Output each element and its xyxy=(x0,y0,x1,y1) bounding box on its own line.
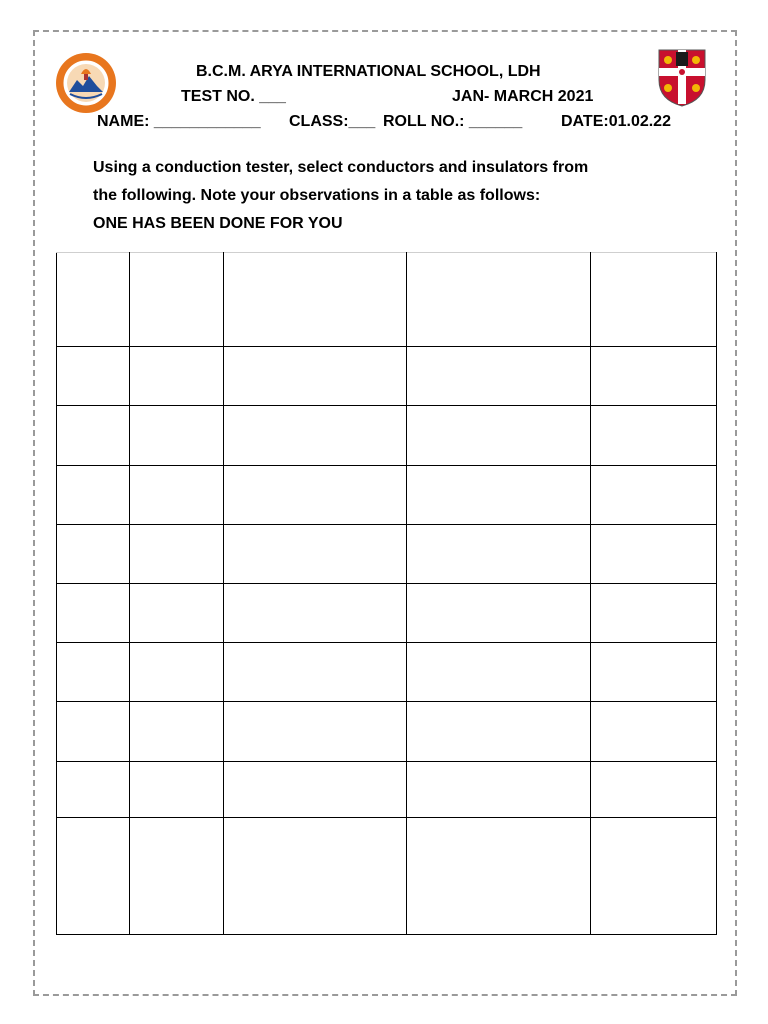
date-field: DATE:01.02.22 xyxy=(561,113,671,130)
table-cell xyxy=(591,253,717,347)
table-cell xyxy=(224,466,407,525)
table-cell xyxy=(591,702,717,762)
table-cell xyxy=(407,643,591,702)
table-cell xyxy=(224,762,407,818)
table-cell xyxy=(224,525,407,584)
table-cell xyxy=(130,643,224,702)
instruction-line-2: the following. Note your observations in a table as follows: xyxy=(93,187,541,204)
table-cell xyxy=(591,643,717,702)
table-cell xyxy=(224,643,407,702)
table-cell xyxy=(407,525,591,584)
table-cell xyxy=(224,584,407,643)
table-cell xyxy=(591,584,717,643)
table-cell xyxy=(57,584,130,643)
table-cell xyxy=(130,406,224,466)
name-field: NAME: ____________ xyxy=(97,113,261,130)
table-cell xyxy=(130,253,224,347)
table-cell xyxy=(407,702,591,762)
table-cell xyxy=(57,406,130,466)
test-number: TEST NO. ___ xyxy=(181,88,286,105)
table-row xyxy=(57,762,717,818)
table-cell xyxy=(130,347,224,406)
table-cell xyxy=(591,818,717,935)
table-row xyxy=(57,253,717,347)
table-cell xyxy=(57,253,130,347)
table-cell xyxy=(224,253,407,347)
table-cell xyxy=(407,762,591,818)
table-cell xyxy=(407,406,591,466)
table-cell xyxy=(130,466,224,525)
table-cell xyxy=(407,253,591,347)
table-row xyxy=(57,818,717,935)
table-cell xyxy=(57,818,130,935)
table-cell xyxy=(407,584,591,643)
table-cell xyxy=(57,643,130,702)
table-cell xyxy=(407,818,591,935)
crest-shield-logo xyxy=(657,48,707,108)
table-cell xyxy=(57,347,130,406)
instruction-line-3: ONE HAS BEEN DONE FOR YOU xyxy=(93,215,343,232)
table-cell xyxy=(130,818,224,935)
table-row xyxy=(57,525,717,584)
table-row xyxy=(57,347,717,406)
school-emblem-logo xyxy=(55,52,117,114)
table-cell xyxy=(407,466,591,525)
class-field: CLASS:___ xyxy=(289,113,376,130)
table-cell xyxy=(591,406,717,466)
table-cell xyxy=(57,702,130,762)
table-row xyxy=(57,466,717,525)
instruction-line-1: Using a conduction tester, select conductors and insulators from xyxy=(93,159,589,176)
table-cell xyxy=(591,525,717,584)
table-row xyxy=(57,643,717,702)
observation-table xyxy=(56,252,717,935)
school-name: B.C.M. ARYA INTERNATIONAL SCHOOL, LDH xyxy=(196,63,541,80)
table-cell xyxy=(130,762,224,818)
table-cell xyxy=(224,406,407,466)
term-label: JAN- MARCH 2021 xyxy=(452,88,594,105)
table-row xyxy=(57,406,717,466)
roll-number-field: ROLL NO.: ______ xyxy=(383,113,523,130)
table-row xyxy=(57,702,717,762)
table-row xyxy=(57,584,717,643)
table-cell xyxy=(224,347,407,406)
table-cell xyxy=(591,466,717,525)
table-cell xyxy=(130,525,224,584)
table-cell xyxy=(224,818,407,935)
table-cell xyxy=(57,762,130,818)
table-cell xyxy=(130,584,224,643)
table-cell xyxy=(57,525,130,584)
table-cell xyxy=(591,762,717,818)
table-cell xyxy=(591,347,717,406)
table-cell xyxy=(224,702,407,762)
table-cell xyxy=(407,347,591,406)
table-cell xyxy=(130,702,224,762)
table-cell xyxy=(57,466,130,525)
